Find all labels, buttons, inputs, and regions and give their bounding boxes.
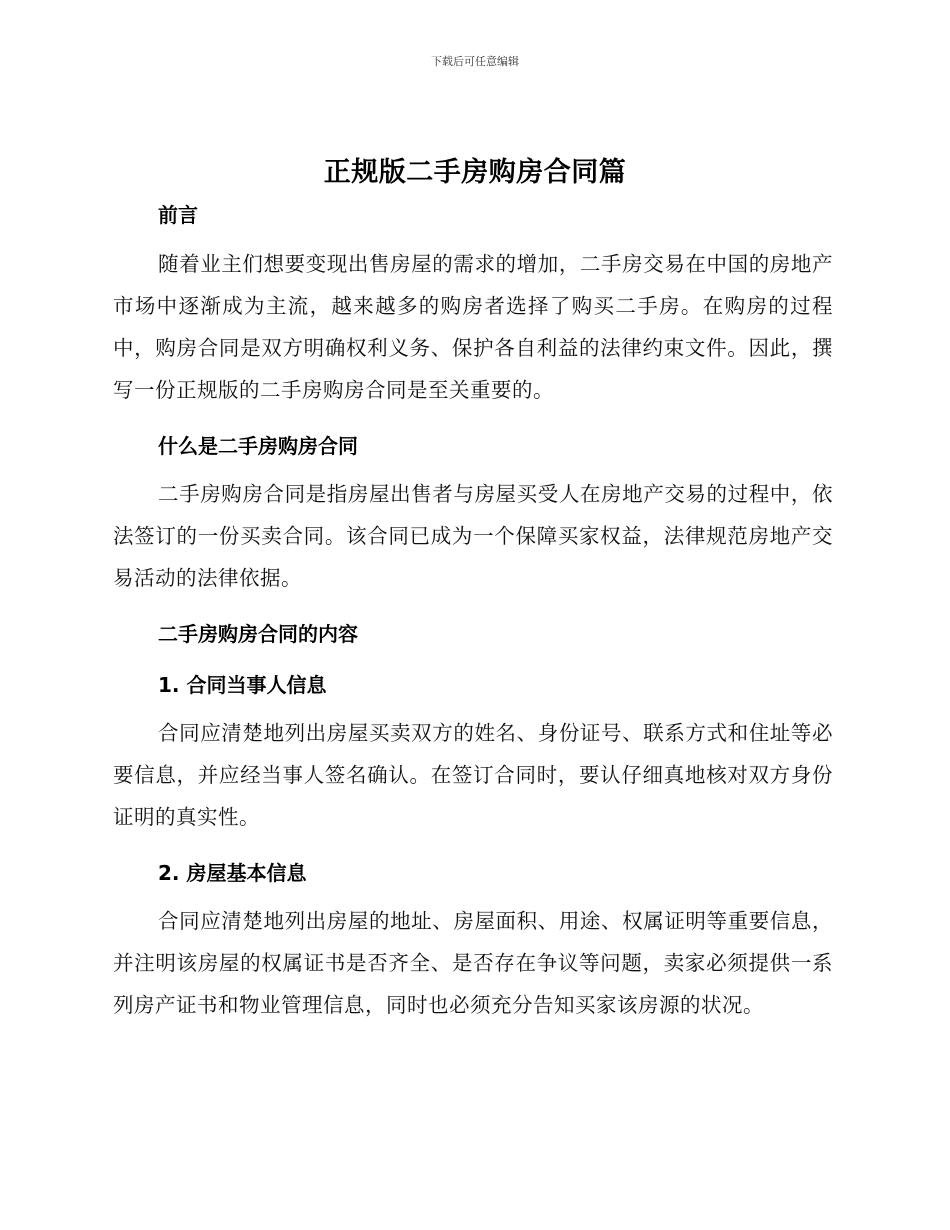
section-heading-property-info: 2. 房屋基本信息 bbox=[158, 861, 307, 885]
section-heading-preface: 前言 bbox=[158, 203, 198, 227]
section-heading-contents: 二手房购房合同的内容 bbox=[158, 622, 358, 646]
section-paragraph-definition: 二手房购房合同是指房屋出售者与房屋买受人在房地产交易的过程中，依法签订的一份买卖合同。该合同已成为一个保障买家权益，法律规范房地产交易活动的法律依据。 bbox=[113, 482, 833, 590]
section-heading-definition: 什么是二手房购房合同 bbox=[158, 434, 358, 458]
section-heading-parties: 1. 合同当事人信息 bbox=[158, 673, 327, 697]
page-header-note: 下载后可任意编辑 bbox=[431, 55, 519, 68]
section-paragraph-parties: 合同应清楚地列出房屋买卖双方的姓名、身份证号、联系方式和住址等必要信息，并应经当事人签名确认。在签订合同时，要认仔细真地核对双方身份证明的真实性。 bbox=[113, 721, 833, 829]
document-title: 正规版二手房购房合同篇 bbox=[323, 157, 627, 188]
section-paragraph-preface: 随着业主们想要变现出售房屋的需求的增加，二手房交易在中国的房地产市场中逐渐成为主流，越来越多的购房者选择了购买二手房。在购房的过程中，购房合同是双方明确权利义务、保护各自利益的法律约束文件。因此，撰写一份正规版的二手房购房合同是至关重要的。 bbox=[113, 252, 833, 402]
section-paragraph-property-info: 合同应清楚地列出房屋的地址、房屋面积、用途、权属证明等重要信息，并注明该房屋的权属证书是否齐全、是否存在争议等问题，卖家必须提供一系列房产证书和物业管理信息，同时也必须充分告知买家该房源的状况。 bbox=[113, 909, 833, 1017]
